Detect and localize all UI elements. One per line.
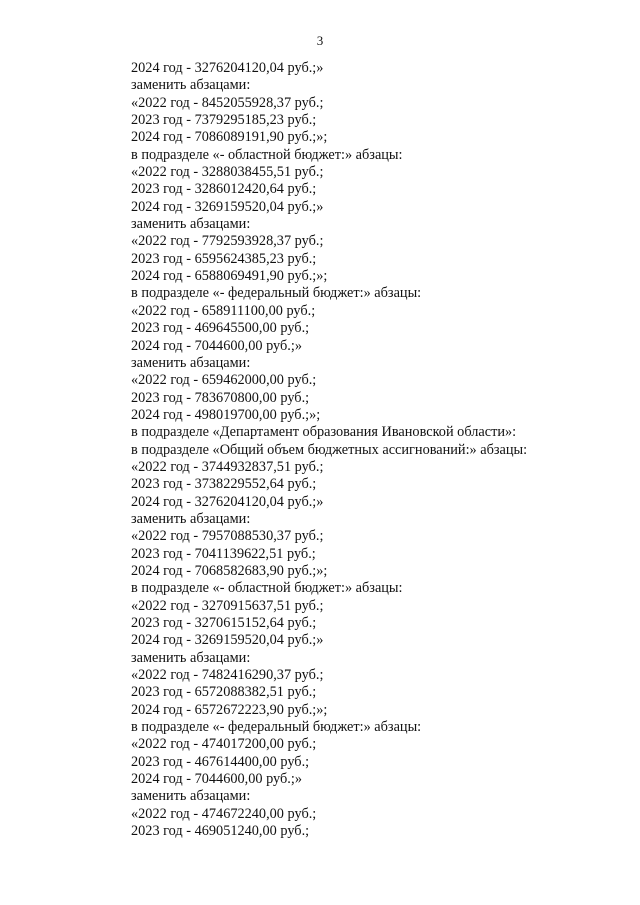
- document-line: «2022 год - 3288038455,51 руб.;: [131, 164, 324, 181]
- page-number: 3: [316, 33, 324, 48]
- document-line: в подразделе «Общий объем бюджетных ассигнований:» абзацы:: [131, 441, 528, 458]
- document-line: 2023 год - 3738229552,64 руб.;: [131, 476, 317, 493]
- document-line: «2022 год - 474672240,00 руб.;: [131, 805, 317, 822]
- document-line: 2023 год - 467614400,00 руб.;: [131, 753, 310, 770]
- document-line: 2023 год - 7379295185,23 руб.;: [131, 112, 317, 129]
- document-line: в подразделе «- федеральный бюджет:» абзацы:: [131, 285, 422, 302]
- document-line: «2022 год - 659462000,00 руб.;: [131, 372, 317, 389]
- document-line: 2024 год - 3276204120,04 руб.;»: [131, 493, 324, 510]
- document-line: 2023 год - 469051240,00 руб.;: [131, 823, 310, 840]
- document-line: «2022 год - 474017200,00 руб.;: [131, 736, 317, 753]
- document-line: «2022 год - 3270915637,51 руб.;: [131, 597, 324, 614]
- document-line: в подразделе «- областной бюджет:» абзацы:: [131, 146, 403, 163]
- document-line: 2024 год - 7044600,00 руб.;»: [131, 337, 302, 354]
- document-line: заменить абзацами:: [131, 510, 251, 527]
- document-line: «2022 год - 7957088530,37 руб.;: [131, 528, 324, 545]
- document-line: заменить абзацами:: [131, 788, 251, 805]
- document-line: 2023 год - 3286012420,64 руб.;: [131, 181, 317, 198]
- document-line: «2022 год - 7792593928,37 руб.;: [131, 233, 324, 250]
- document-line: 2023 год - 7041139622,51 руб.;: [131, 545, 316, 562]
- document-line: заменить абзацами:: [131, 649, 251, 666]
- document-line: «2022 год - 658911100,00 руб.;: [131, 302, 316, 319]
- document-text-body: [131, 60, 611, 840]
- document-line: 2024 год - 7086089191,90 руб.;»;: [131, 129, 328, 146]
- document-line: 2024 год - 6588069491,90 руб.;»;: [131, 268, 328, 285]
- document-line: 2023 год - 6572088382,51 руб.;: [131, 684, 317, 701]
- document-line: заменить абзацами:: [131, 216, 251, 233]
- document-line: 2024 год - 6572672223,90 руб.;»;: [131, 701, 328, 718]
- document-line: в подразделе «- областной бюджет:» абзацы:: [131, 580, 403, 597]
- document-line: «2022 год - 3744932837,51 руб.;: [131, 458, 324, 475]
- document-line: в подразделе «- федеральный бюджет:» абзацы:: [131, 719, 422, 736]
- document-line: в подразделе «Департамент образования Ивановской области»:: [131, 424, 517, 441]
- document-line: 2023 год - 3270615152,64 руб.;: [131, 615, 317, 631]
- document-line: 2023 год - 783670800,00 руб.;: [131, 389, 310, 406]
- document-line: 2024 год - 7068582683,90 руб.;»;: [131, 562, 328, 579]
- document-line: заменить абзацами:: [131, 354, 251, 371]
- document-line: 2024 год - 3276204120,04 руб.;»: [131, 60, 324, 76]
- document-line: 2024 год - 3269159520,04 руб.;»: [131, 632, 324, 649]
- document-line: заменить абзацами:: [131, 77, 251, 94]
- document-line: 2024 год - 3269159520,04 руб.;»: [131, 198, 324, 215]
- document-line: 2023 год - 469645500,00 руб.;: [131, 320, 310, 337]
- document-line: «2022 год - 8452055928,37 руб.;: [131, 94, 324, 111]
- document-line: 2024 год - 7044600,00 руб.;»: [131, 771, 302, 788]
- document-line: «2022 год - 7482416290,37 руб.;: [131, 667, 324, 684]
- document-line: 2024 год - 498019700,00 руб.;»;: [131, 406, 321, 423]
- document-line: 2023 год - 6595624385,23 руб.;: [131, 250, 317, 267]
